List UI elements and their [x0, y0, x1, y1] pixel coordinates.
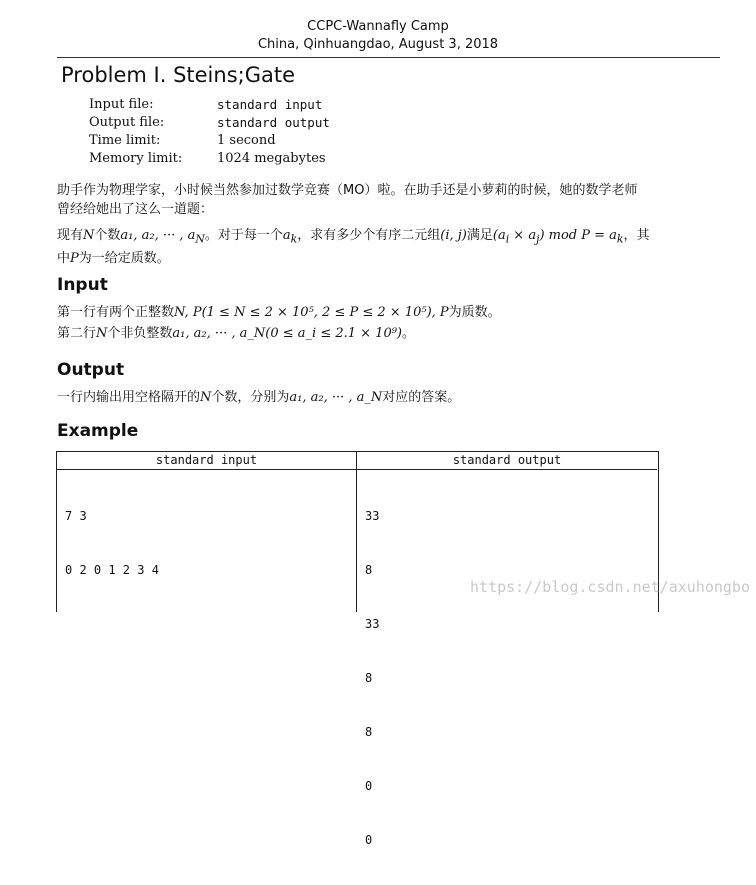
example-output-body: [357, 470, 657, 885]
meta-key: Output file:: [89, 115, 165, 130]
statement-paragraph-1: [57, 181, 723, 219]
statement-line: [57, 249, 723, 268]
output-description: [57, 388, 723, 407]
text: 个数: [94, 228, 121, 243]
input-line-1: [57, 303, 723, 324]
text: 第一行有两个正整数: [57, 305, 175, 320]
math-N: N: [83, 228, 95, 243]
meta-value: 1024 megabytes: [217, 151, 326, 166]
text: 为一给定质数。: [78, 250, 170, 266]
math-expr-tail: × a: [509, 228, 537, 243]
math-seq: [120, 228, 205, 246]
meta-row-time-limit: [89, 132, 330, 150]
example-input-header: standard input: [57, 452, 356, 470]
section-output-heading: Output: [57, 360, 125, 380]
problem-meta: [89, 96, 330, 168]
math-ak: [282, 228, 298, 246]
statement-line: 曾经给她出了这么一道题：: [57, 202, 214, 217]
math-sub: N: [195, 232, 205, 246]
text: 满足: [466, 228, 493, 243]
example-output-line: 33: [365, 617, 380, 631]
example-output-header: standard output: [357, 452, 657, 470]
math-P: P: [70, 250, 79, 266]
camp-name: CCPC-Wannafly Camp: [307, 19, 449, 34]
math-mod: ) mod P = a: [539, 228, 617, 243]
math-N: N: [200, 390, 212, 405]
text: 对应的答案。: [382, 390, 461, 405]
text: ，其: [623, 228, 650, 243]
math-ak-text: a: [282, 228, 291, 243]
meta-value: 1 second: [217, 133, 276, 148]
meta-key: Input file:: [89, 97, 154, 112]
statement-line: [57, 226, 723, 249]
example-output-line: 0: [365, 779, 373, 793]
meta-row-input-file: [89, 96, 330, 114]
example-output-line: 8: [365, 671, 373, 685]
meta-key: Time limit:: [89, 133, 161, 148]
example-output-line: 8: [365, 725, 373, 739]
location-date: China, Qinhuangdao, August 3, 2018: [257, 37, 499, 52]
meta-value: standard input: [217, 97, 323, 112]
section-input-heading: Input: [57, 275, 108, 295]
statement-paragraph-2: [57, 226, 723, 268]
math-sub: k: [290, 232, 298, 246]
text: 第二行: [57, 326, 97, 341]
section-example-heading: Example: [57, 421, 139, 441]
example-input-line: 7 3: [65, 509, 87, 523]
text: 为质数。: [448, 305, 501, 320]
input-line-2: [57, 324, 723, 345]
meta-row-output-file: [89, 114, 330, 132]
example-output-line: 33: [365, 509, 380, 523]
math-seq-text: a₁, a₂, ··· , a: [120, 228, 196, 243]
example-input-column: [57, 452, 357, 612]
text: 一行内输出用空格隔开的: [57, 390, 201, 405]
example-output-line: 0: [365, 833, 373, 847]
header-rule: [57, 57, 720, 58]
meta-row-memory-limit: [89, 150, 330, 168]
math-seq: a₁, a₂, ··· , a_N: [289, 390, 383, 405]
example-input-body: [57, 470, 356, 615]
text: 。对于每一个: [204, 228, 283, 243]
math-N: N: [96, 326, 108, 341]
input-description: [57, 303, 723, 345]
problem-title: Problem I. Steins;Gate: [61, 63, 296, 87]
text: 个数，分别为: [211, 390, 290, 405]
math-pair: (i, j): [440, 228, 467, 243]
text: 。: [402, 326, 416, 341]
statement-line: 助手作为物理学家，小时候当然参加过数学竞赛（MO）啦。在助手还是小萝莉的时候，她的数学老师: [57, 183, 638, 198]
math-expr: $(a_i \times a_j)$ mod $P = a_k$: [492, 228, 624, 246]
example-output-line: 8: [365, 563, 373, 577]
output-line: [57, 388, 723, 407]
math-constraints: N, P(1 ≤ N ≤ 2 × 10⁵, 2 ≤ P ≤ 2 × 10⁵), P: [174, 305, 449, 320]
watermark: https://blog.csdn.net/axuhongbo: [470, 578, 750, 596]
meta-key: Memory limit:: [89, 151, 183, 166]
text: 现有: [57, 228, 84, 243]
text: 个非负整数: [107, 326, 173, 341]
example-input-line: 0 2 0 1 2 3 4: [65, 563, 159, 577]
text: 中: [57, 250, 71, 266]
text: ，求有多少个有序二元组: [297, 228, 441, 243]
meta-value: standard output: [217, 115, 330, 130]
math-expr-head: (a: [492, 228, 506, 243]
math-range: a₁, a₂, ··· , a_N(0 ≤ a_i ≤ 2.1 × 10⁹): [172, 326, 403, 341]
contest-header: [0, 18, 756, 54]
